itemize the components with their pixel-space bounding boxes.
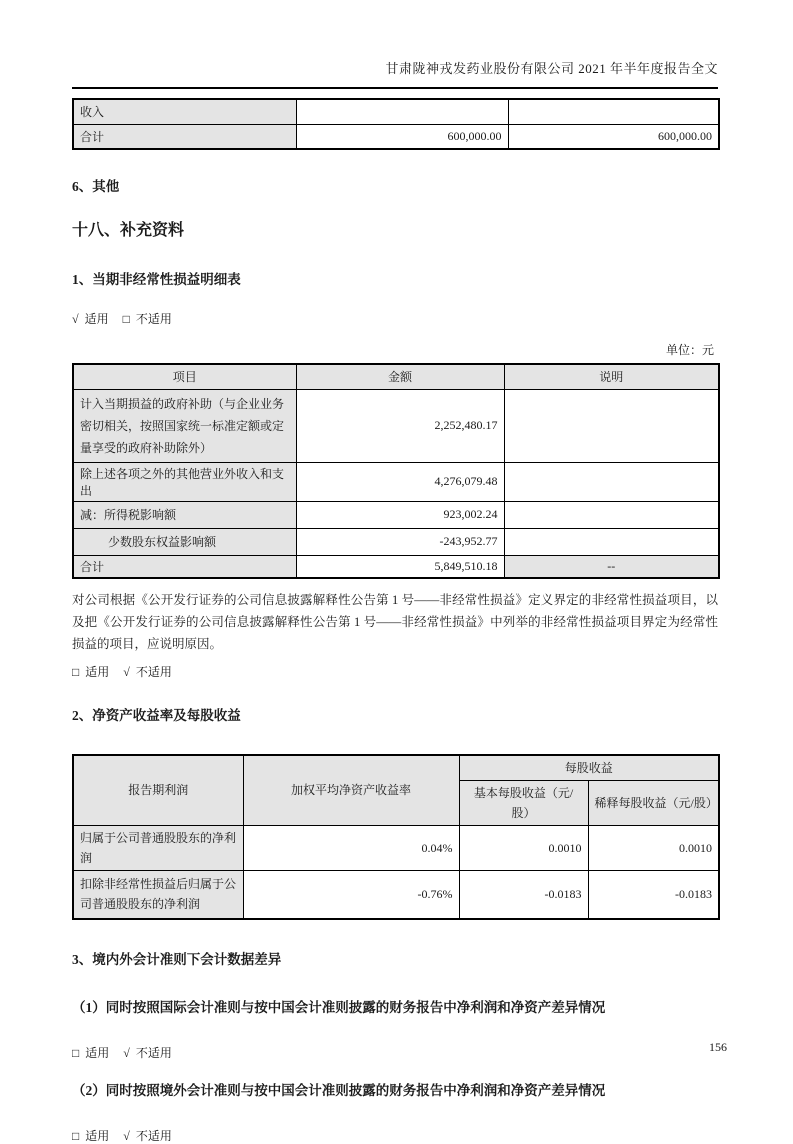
column-header-note: 说明: [504, 364, 719, 389]
cell-roe: -0.76%: [243, 871, 459, 919]
cell-item: 减：所得税影响额: [73, 501, 296, 528]
cell-value: [508, 99, 719, 124]
non-recurring-items-table: [72, 363, 720, 579]
table-row: [73, 389, 719, 462]
not-applicable-label: 不适用: [135, 1128, 172, 1143]
table-row: [73, 501, 719, 528]
cell-amount: 4,276,079.48: [296, 462, 504, 501]
cell-item: 收入: [73, 99, 296, 124]
non-recurring-explanation: 对公司根据《公开发行证券的公司信息披露解释性公告第 1 号——非经常性损益》定义界定的非经常性损益项目，以及把《公开发行证券的公司信息披露解释性公告第 1 号——非经常性损益》中列举的非经常性损益项目界定为经常性损益的项目，应说明原因。: [72, 592, 718, 651]
applicability-line-1: [72, 310, 718, 327]
cell-value: [296, 99, 508, 124]
checkbox-icon: □: [72, 1128, 80, 1143]
section-18-title: 十八、补充资料: [72, 222, 185, 239]
carryover-table: [72, 98, 720, 150]
column-header-item: 项目: [73, 364, 296, 389]
cell-note: --: [504, 555, 719, 578]
applicable-label: 适用: [85, 1045, 110, 1060]
column-header-eps-diluted: 稀释每股收益（元/股）: [588, 781, 719, 826]
cell-eps-basic: -0.0183: [459, 871, 588, 919]
cell-value: 600,000.00: [508, 124, 719, 149]
cell-value: 600,000.00: [296, 124, 508, 149]
cell-item: 少数股东权益影响额: [73, 528, 296, 555]
table-row: [73, 528, 719, 555]
applicability-line-3: [72, 1044, 718, 1061]
unit-label: 单位：元: [665, 343, 714, 357]
sub-3-title: 3、境内外会计准则下会计数据差异: [72, 951, 282, 967]
table-total-row: [73, 555, 719, 578]
cell-item: 合计: [73, 124, 296, 149]
sub-3-part-1-title: （1）同时按照国际会计准则与按中国会计准则披露的财务报告中净利润和净资产差异情况: [72, 999, 606, 1015]
cell-note: [504, 389, 719, 462]
cell-note: [504, 528, 719, 555]
sub-2-title: 2、净资产收益率及每股收益: [72, 707, 241, 723]
not-applicable-label: 不适用: [135, 664, 172, 679]
table-row: [73, 871, 719, 919]
column-header-eps-group: 每股收益: [459, 755, 719, 781]
not-applicable-label: 不适用: [135, 312, 172, 326]
cell-roe: 0.04%: [243, 826, 459, 871]
table-header-row: [73, 755, 719, 781]
cell-amount: 923,002.24: [296, 501, 504, 528]
applicability-line-2: [72, 663, 718, 680]
applicability-line-4: [72, 1127, 718, 1144]
check-mark-icon: √: [123, 1045, 130, 1060]
table-row: [73, 462, 719, 501]
page-content: [72, 0, 718, 1144]
cell-eps-diluted: -0.0183: [588, 871, 719, 919]
not-applicable-label: 不适用: [135, 1045, 172, 1060]
sub-1-title: 1、当期非经常性损益明细表: [72, 272, 241, 287]
cell-item: 合计: [73, 555, 296, 578]
checkbox-icon: □: [122, 312, 130, 326]
checkbox-icon: □: [72, 1045, 80, 1060]
applicable-label: 适用: [84, 312, 109, 326]
cell-note: [504, 462, 719, 501]
cell-item: 除上述各项之外的其他营业外收入和支出: [73, 462, 296, 501]
checkbox-icon: □: [72, 664, 80, 679]
cell-eps-diluted: 0.0010: [588, 826, 719, 871]
table-row: [73, 826, 719, 871]
sub-3-part-2-title: （2）同时按照境外会计准则与按中国会计准则披露的财务报告中净利润和净资产差异情况: [72, 1082, 606, 1098]
cell-note: [504, 501, 719, 528]
check-mark-icon: √: [123, 1128, 130, 1143]
check-mark-icon: √: [123, 664, 130, 679]
table-row: [73, 124, 719, 149]
cell-amount: 2,252,480.17: [296, 389, 504, 462]
section-6-title: 6、其他: [72, 179, 120, 194]
column-header-period-profit: 报告期利润: [73, 755, 243, 826]
cell-item: 计入当期损益的政府补助（与企业业务密切相关，按照国家统一标准定额或定量享受的政府补助除外）: [73, 389, 296, 462]
applicable-label: 适用: [85, 664, 110, 679]
applicable-label: 适用: [85, 1128, 110, 1143]
cell-amount: -243,952.77: [296, 528, 504, 555]
document-title: 甘肃陇神戎发药业股份有限公司 2021 年半年度报告全文: [385, 61, 718, 76]
cell-item: 扣除非经常性损益后归属于公司普通股股东的净利润: [73, 871, 243, 919]
check-mark-icon: √: [72, 312, 79, 326]
cell-item: 归属于公司普通股股东的净利润: [73, 826, 243, 871]
roe-eps-table: [72, 754, 720, 920]
column-header-amount: 金额: [296, 364, 504, 389]
cell-eps-basic: 0.0010: [459, 826, 588, 871]
column-header-eps-basic: 基本每股收益（元/股）: [459, 781, 588, 826]
cell-amount: 5,849,510.18: [296, 555, 504, 578]
table-row: [73, 99, 719, 124]
document-header: [72, 0, 718, 89]
column-header-weighted-roe: 加权平均净资产收益率: [243, 755, 459, 826]
page-number: 156: [709, 1040, 727, 1054]
table-header-row: [73, 364, 719, 389]
